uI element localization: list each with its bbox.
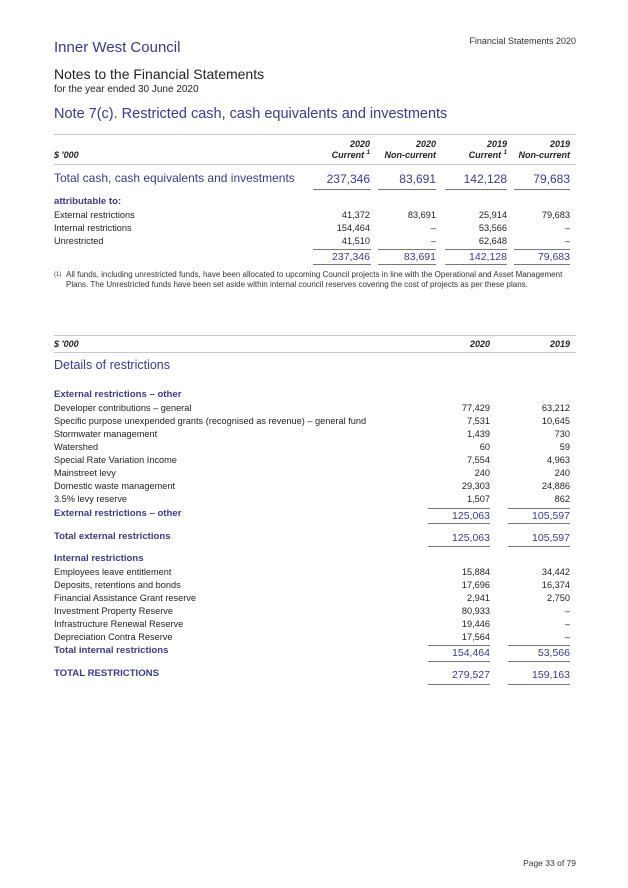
row-label: Depreciation Contra Reserve xyxy=(54,632,173,642)
value-2019: 16,374 xyxy=(541,580,570,590)
council-name: Inner West Council xyxy=(54,39,181,56)
total-underline xyxy=(428,546,490,547)
sum-rule xyxy=(445,249,507,250)
row-label: 3.5% levy reserve xyxy=(54,494,128,504)
sum-underline xyxy=(378,264,436,265)
table2-header-rule xyxy=(54,352,576,353)
document-type: Financial Statements 2020 xyxy=(469,36,576,46)
value-2019: 34,442 xyxy=(541,567,570,577)
value-2019: 2,750 xyxy=(547,593,570,603)
grand-total-underline xyxy=(508,684,570,685)
sum-underline xyxy=(445,264,507,265)
total-underline xyxy=(313,189,371,190)
table2-col-2020: 2020 xyxy=(469,339,490,349)
row-label: Domestic waste management xyxy=(54,481,176,491)
subtotal-underline xyxy=(428,523,490,524)
table1-top-rule xyxy=(54,134,576,135)
value-2020: 80,933 xyxy=(461,606,490,616)
internal-restrictions-heading: Internal restrictions xyxy=(54,553,144,564)
period-subtitle: for the year ended 30 June 2020 xyxy=(54,84,199,95)
details-heading: Details of restrictions xyxy=(54,358,171,372)
grand-total-underline xyxy=(428,684,490,685)
row-label: Investment Property Reserve xyxy=(54,606,173,616)
value-2020: 17,564 xyxy=(461,632,490,642)
value-2019: 4,963 xyxy=(547,455,570,465)
page-number: Page 33 of 79 xyxy=(523,858,576,868)
sum-rule xyxy=(313,249,371,250)
row-label: Deposits, retentions and bonds xyxy=(54,580,181,590)
value-2020: 1,439 xyxy=(467,429,490,439)
row-label: Watershed xyxy=(54,442,99,452)
sum-rule xyxy=(378,249,436,250)
attributable-label: attributable to: xyxy=(54,196,122,207)
subtotal-underline xyxy=(508,523,570,524)
notes-title: Notes to the Financial Statements xyxy=(54,66,265,82)
value-2019: 240 xyxy=(554,468,570,478)
table1-unit: $ '000 xyxy=(54,150,79,160)
row-label: Specific purpose unexpended grants (recognised as revenue) – general fund xyxy=(54,416,367,426)
value-2020: 77,429 xyxy=(461,403,490,413)
row-label: Stormwater management xyxy=(54,429,158,439)
row-label: Employees leave entitlement xyxy=(54,567,172,577)
value-2020: 19,446 xyxy=(461,619,490,629)
sum-underline xyxy=(514,264,570,265)
value-2020: 2,941 xyxy=(467,593,490,603)
value-2019: 10,645 xyxy=(541,416,570,426)
value-2019: 63,212 xyxy=(541,403,570,413)
total-underline xyxy=(508,546,570,547)
value-2020: 17,696 xyxy=(461,580,490,590)
table2-col-2019: 2019 xyxy=(549,339,570,349)
total-underline xyxy=(514,189,570,190)
value-2020: 15,884 xyxy=(461,567,490,577)
table2-unit: $ '000 xyxy=(54,339,79,349)
footnote: $^{(1)}$ All funds, including unrestricted funds, have been allocated to upcoming Council projects in line with the Operational and Asset Management Plans. The Unrestricted funds have been set aside within internal council reserves covering the cost of projects as per these plans. xyxy=(54,270,563,289)
total-underline xyxy=(428,661,490,662)
value-2019: 59 xyxy=(559,442,570,452)
row-label: Mainstreet levy xyxy=(54,468,116,478)
sum-rule xyxy=(514,249,570,250)
row-label: Developer contributions – general xyxy=(54,403,192,413)
value-2019: 730 xyxy=(554,429,570,439)
table1-header-rule xyxy=(54,164,576,165)
value-2019: – xyxy=(564,632,570,642)
value-2020: 1,507 xyxy=(467,494,490,504)
row-label: Financial Assistance Grant reserve xyxy=(54,593,196,603)
row-label: Infrastructure Renewal Reserve xyxy=(54,619,184,629)
value-2020: 7,531 xyxy=(467,416,490,426)
sum-underline xyxy=(313,264,371,265)
row-label: Special Rate Variation Income xyxy=(54,455,177,465)
total-underline xyxy=(378,189,436,190)
value-2020: 29,303 xyxy=(461,481,490,491)
subtotal-rule xyxy=(428,508,490,509)
value-2019: 24,886 xyxy=(541,481,570,491)
external-restrictions-heading: External restrictions – other xyxy=(54,389,182,400)
value-2019: – xyxy=(564,619,570,629)
subtotal-rule xyxy=(428,645,490,646)
value-2020: 7,554 xyxy=(467,455,490,465)
subtotal-rule xyxy=(508,508,570,509)
subtotal-rule xyxy=(508,645,570,646)
note-heading: Note 7(c). Restricted cash, cash equivalents and investments xyxy=(54,106,448,122)
value-2019: – xyxy=(564,606,570,616)
total-underline xyxy=(445,189,507,190)
value-2020: 240 xyxy=(474,468,490,478)
value-2020: 60 xyxy=(479,442,490,452)
table2-top-rule xyxy=(54,335,576,336)
total-underline xyxy=(508,661,570,662)
value-2019: 862 xyxy=(554,494,570,504)
